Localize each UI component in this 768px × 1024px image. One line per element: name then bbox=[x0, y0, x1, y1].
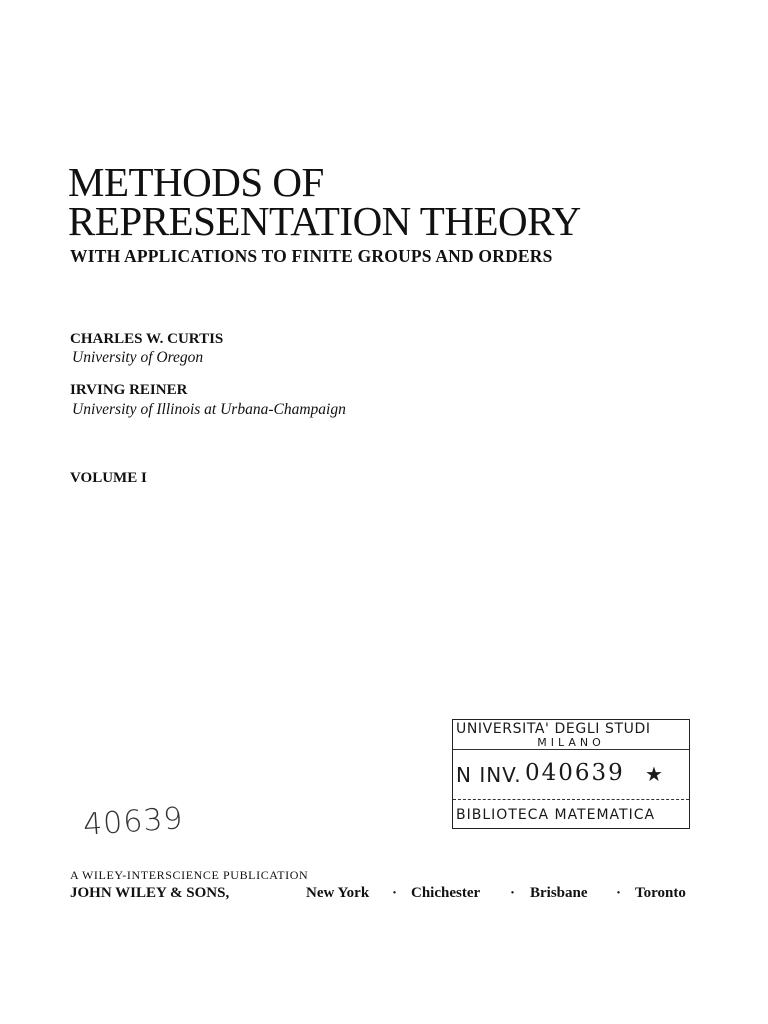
stamp-library: BIBLIOTECA MATEMATICA bbox=[456, 807, 656, 823]
author-name: CHARLES W. CURTIS bbox=[70, 331, 224, 347]
publisher-city: Toronto bbox=[635, 885, 686, 901]
book-title-line-2: REPRESENTATION THEORY bbox=[68, 198, 581, 244]
stamp-inventory-prefix: N INV. bbox=[456, 763, 522, 787]
stamp-rule bbox=[453, 828, 689, 829]
handwritten-inventory-number: 40639 bbox=[82, 800, 185, 843]
library-stamp bbox=[452, 719, 690, 829]
author-affiliation: University of Oregon bbox=[72, 349, 204, 366]
author-affiliation: University of Illinois at Urbana-Champaign bbox=[72, 401, 346, 418]
book-title-line-1: METHODS OF bbox=[68, 159, 324, 205]
stamp-inventory-number: 040639 bbox=[525, 760, 625, 786]
stamp-city: MILANO bbox=[537, 736, 605, 749]
stamp-rule bbox=[453, 749, 689, 750]
stamp-rule bbox=[453, 719, 689, 720]
city-separator: · bbox=[392, 885, 398, 901]
stamp-university: UNIVERSITA' DEGLI STUDI bbox=[456, 721, 651, 737]
publisher-city: New York bbox=[306, 885, 370, 901]
book-subtitle: WITH APPLICATIONS TO FINITE GROUPS AND ORDERS bbox=[70, 246, 553, 266]
publisher-name: JOHN WILEY & SONS, bbox=[70, 885, 230, 901]
volume-label: VOLUME I bbox=[70, 470, 147, 486]
publisher-city: Brisbane bbox=[530, 885, 588, 901]
author-name: IRVING REINER bbox=[70, 382, 188, 398]
stamp-rule bbox=[453, 799, 689, 800]
publisher-city: Chichester bbox=[411, 885, 481, 901]
star-icon: ★ bbox=[645, 762, 663, 786]
city-separator: · bbox=[510, 885, 516, 901]
publication-imprint: A WILEY-INTERSCIENCE PUBLICATION bbox=[70, 868, 309, 882]
city-separator: · bbox=[616, 885, 622, 901]
